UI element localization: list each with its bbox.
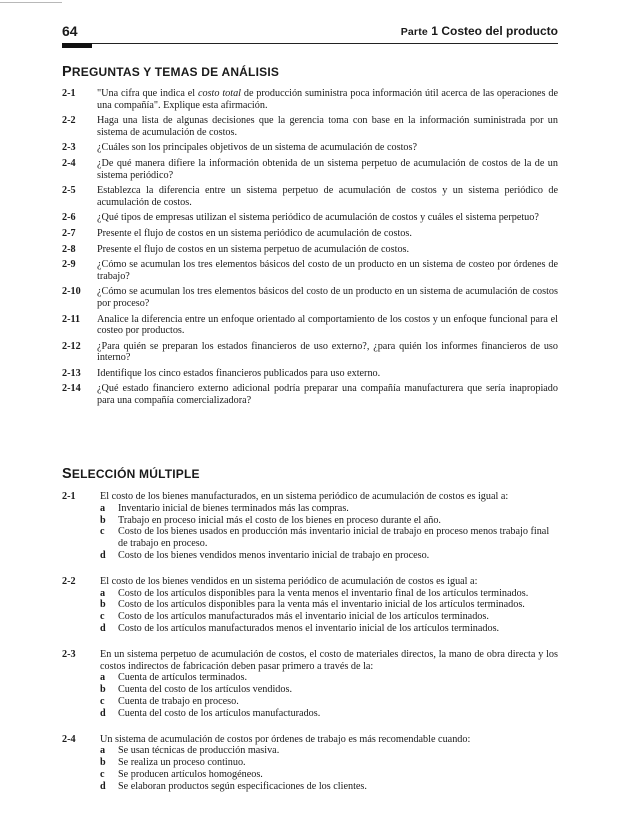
list-item <box>62 576 558 635</box>
option-d: d Costo de los artículos manufacturados menos el inventario inicial de los artículos terminados. <box>100 622 500 634</box>
question-number: 2-2 <box>62 575 76 587</box>
question-stem: El costo de los bienes vendidos en un sistema periódico de acumulación de costos es igual a: <box>100 575 478 587</box>
section-title-seleccion-multiple: SELECCIÓN MÚLTIPLE <box>62 466 200 482</box>
list-item <box>62 158 558 181</box>
question-number: 2-4 <box>62 157 76 169</box>
multiple-choice-list <box>62 491 558 793</box>
part-label: Parte <box>400 26 428 38</box>
option-a: a Se usan técnicas de producción masiva. <box>100 745 280 757</box>
list-item <box>62 212 558 224</box>
option-a: a Cuenta de artículos terminados. <box>100 672 248 684</box>
list-item <box>62 259 558 282</box>
question-stem: El costo de los bienes manufacturados, en un sistema periódico de acumulación de costos es igual a: <box>100 491 509 502</box>
question-number: 2-13 <box>62 367 81 379</box>
list-item <box>62 142 558 154</box>
question-text: ¿Para quién se preparan los estados financieros de uso externo?, ¿para quién los informes financieros de uso interno? <box>97 340 558 364</box>
list-item <box>62 368 558 380</box>
option-a: a Costo de los artículos disponibles para la venta menos el inventario final de los artículos terminados. <box>100 587 529 599</box>
question-number: 2-5 <box>62 185 76 197</box>
option-c: c Cuenta de trabajo en proceso. <box>100 695 239 707</box>
list-item <box>62 649 558 720</box>
list-item <box>62 314 558 337</box>
list-item <box>62 491 558 562</box>
option-a: a Inventario inicial de bienes terminados más las compras. <box>100 502 349 514</box>
question-number: 2-9 <box>62 259 76 271</box>
option-d: d Cuenta del costo de los artículos manufacturados. <box>100 707 321 719</box>
question-number: 2-6 <box>62 212 76 224</box>
running-head <box>401 24 558 38</box>
option-b: b Se realiza un proceso continuo. <box>100 757 246 769</box>
header-rule <box>62 43 558 44</box>
question-text: Presente el flujo de costos en un sistema perpetuo de acumulación de costos. <box>97 243 410 255</box>
question-text: ¿De qué manera difiere la información obtenida de un sistema perpetuo de acumulación de costos de la de un sistema periódico? <box>97 157 558 181</box>
question-number: 2-1 <box>62 491 76 502</box>
page-header <box>62 23 558 41</box>
part-number: 1 <box>431 24 438 38</box>
question-number: 2-3 <box>62 648 76 660</box>
list-item <box>62 734 558 793</box>
question-number: 2-3 <box>62 142 76 154</box>
question-text: "Una cifra que indica el costo total de producción suministra poca información útil acerca de las operaciones de una compañía". Explique esta afirmación. <box>97 88 558 111</box>
option-b: b Trabajo en proceso inicial más el costo de los bienes en proceso durante el año. <box>100 514 441 526</box>
list-item <box>62 88 558 111</box>
option-c: c Costo de los artículos manufacturados más el inventario inicial de los artículos terminados. <box>100 611 489 623</box>
section-title-preguntas: PREGUNTAS Y TEMAS DE ANÁLISIS <box>62 64 280 80</box>
discussion-questions-list <box>62 88 558 407</box>
question-stem: Un sistema de acumulación de costos por órdenes de trabajo es más recomendable cuando: <box>100 733 471 745</box>
option-c: c Se producen artículos homogéneos. <box>100 768 263 780</box>
option-b: b Cuenta del costo de los artículos vendidos. <box>100 684 293 696</box>
question-number: 2-2 <box>62 115 76 127</box>
page-number: 64 <box>62 23 78 39</box>
question-text: ¿Cómo se acumulan los tres elementos básicos del costo de un producto en un sistema de acumulación de costos por proceso? <box>97 286 558 309</box>
question-text: ¿Qué estado financiero externo adicional podría preparar una compañía manufacturera que sería inapropiado para una compañía comercializadora? <box>97 383 558 407</box>
top-edge-mark <box>0 2 62 3</box>
list-item <box>62 341 558 364</box>
option-c: c Costo de los bienes usados en producción más inventario inicial de trabajo en proceso menos trabajo final de trabajo en proceso. <box>100 526 550 550</box>
question-text: ¿Qué tipos de empresas utilizan el sistema periódico de acumulación de costos y cuáles el sistema perpetuo? <box>97 212 539 224</box>
question-text: ¿Cómo se acumulan los tres elementos básicos del costo de un producto en un sistema de costeo por órdenes de trabajo? <box>97 259 558 282</box>
question-number: 2-1 <box>62 88 76 99</box>
part-title: Costeo del producto <box>441 24 558 38</box>
list-item <box>62 185 558 208</box>
question-number: 2-8 <box>62 243 76 255</box>
question-text: ¿Cuáles son los principales objetivos de un sistema de acumulación de costos? <box>97 142 417 154</box>
question-text: Presente el flujo de costos en un sistema periódico de acumulación de costos. <box>97 227 412 239</box>
question-text: Identifique los cinco estados financieros publicados para uso externo. <box>97 367 381 379</box>
question-number: 2-4 <box>62 733 76 745</box>
question-text: Haga una lista de algunas decisiones que la gerencia toma con base en la información suministrada por un sistema de acumulación de costos. <box>97 115 558 138</box>
question-stem: En un sistema perpetuo de acumulación de costos, el costo de materiales directos, la mano de obra directa y los costos indirectos de fabricación deben pasar primero a través de la: <box>100 648 558 672</box>
option-d: d Se elaboran productos según especificaciones de los clientes. <box>100 780 367 792</box>
option-b: b Costo de los artículos disponibles para la venta más el inventario inicial de los artículos terminados. <box>100 599 525 611</box>
question-text: Establezca la diferencia entre un sistema perpetuo de acumulación de costos y un sistema periódico de acumulación de costos. <box>97 185 558 208</box>
list-item <box>62 115 558 138</box>
question-number: 2-10 <box>62 286 81 298</box>
list-item <box>62 228 558 240</box>
question-number: 2-14 <box>62 383 81 395</box>
question-number: 2-7 <box>62 227 76 239</box>
question-number: 2-12 <box>62 340 81 352</box>
option-d: d Costo de los bienes vendidos menos inventario inicial de trabajo en proceso. <box>100 549 430 561</box>
list-item <box>62 383 558 406</box>
question-number: 2-11 <box>62 313 81 325</box>
list-item <box>62 286 558 309</box>
list-item <box>62 244 558 256</box>
question-text: Analice la diferencia entre un enfoque orientado al comportamiento de los costos y un enfoque funcional para el costeo por productos. <box>97 313 558 337</box>
header-rule-block <box>62 43 92 48</box>
